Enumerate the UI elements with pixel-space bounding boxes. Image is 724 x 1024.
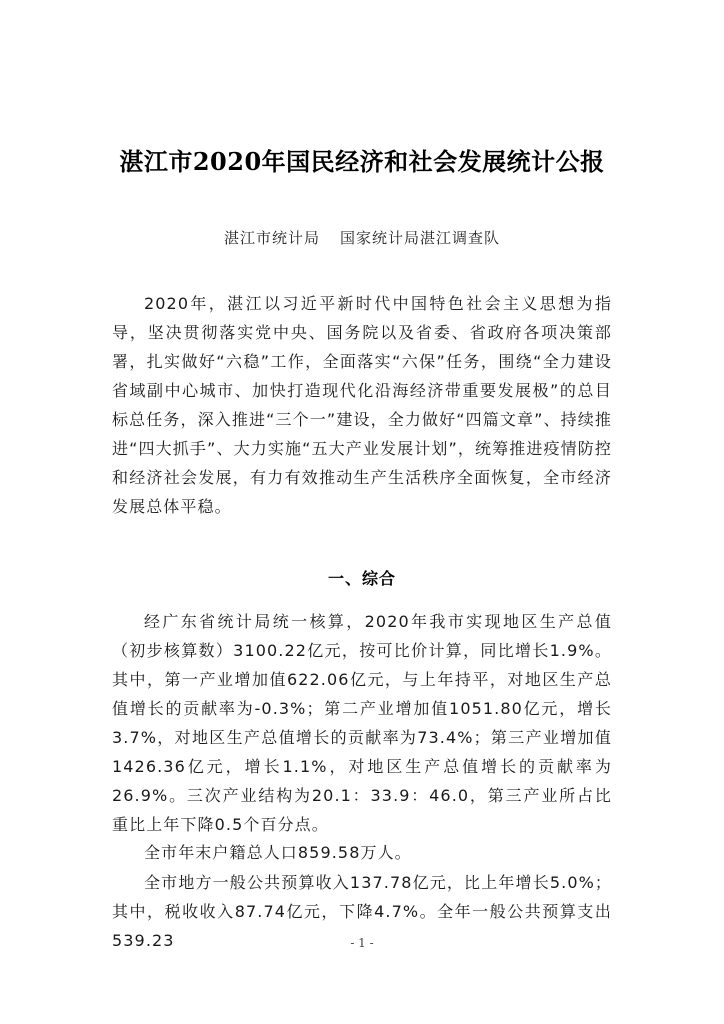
author-secondary: 国家统计局湛江调查队 [340, 229, 501, 247]
page-number: - 1 - [350, 936, 374, 950]
document-authors [60, 227, 664, 248]
author-primary: 湛江市统计局 [223, 229, 320, 247]
document-title: 湛江市2020年国民经济和社会发展统计公报 [119, 147, 605, 176]
gdp-paragraph: 经广东省统计局统一核算，2020年我市实现地区生产总值（初步核算数）3100.22亿元，按可比价计算，同比增长1.9%。其中，第一产业增加值622.06亿元，与上年持平，对地区生产总值增长的贡献率为-0.3%；第二产业增加值1051.80亿元，增长3.7%，对地区生产总值增长的贡献率为73.4%；第三产业增加值1426.36亿元，增长1.1%，对地区生产总值增长的贡献率为26.9%。三次产业结构为20.1：33.9：46.0，第三产业所占比重比上年下降0.5个百分点。 [112, 612, 612, 834]
budget-paragraph: 全市地方一般公共预算收入137.78亿元，比上年增长5.0%；其中，税收收入87.74亿元，下降4.7%。全年一般公共预算支出539.23 [112, 873, 612, 950]
intro-paragraph: 2020年，湛江以习近平新时代中国特色社会主义思想为指导，坚决贯彻落实党中央、国务院以及省委、省政府各项决策部署，扎实做好“六稳”工作，全面落实“六保”任务，围绕“全力建设省域副中心城市、加快打造现代化沿海经济带重要发展极”的总目标总任务，深入推进“三个一”建设，全力做好“四篇文章”、持续推进“四大抓手”、大力实施“五大产业发展计划”，统筹推进疫情防控和经济社会发展，有力有效推动生产生活秩序全面恢复，全市经济发展总体平稳。 [112, 294, 612, 516]
population-paragraph: 全市年末户籍总人口859.58万人。 [144, 843, 412, 862]
section-heading-overview: 一、综合 [327, 569, 396, 588]
